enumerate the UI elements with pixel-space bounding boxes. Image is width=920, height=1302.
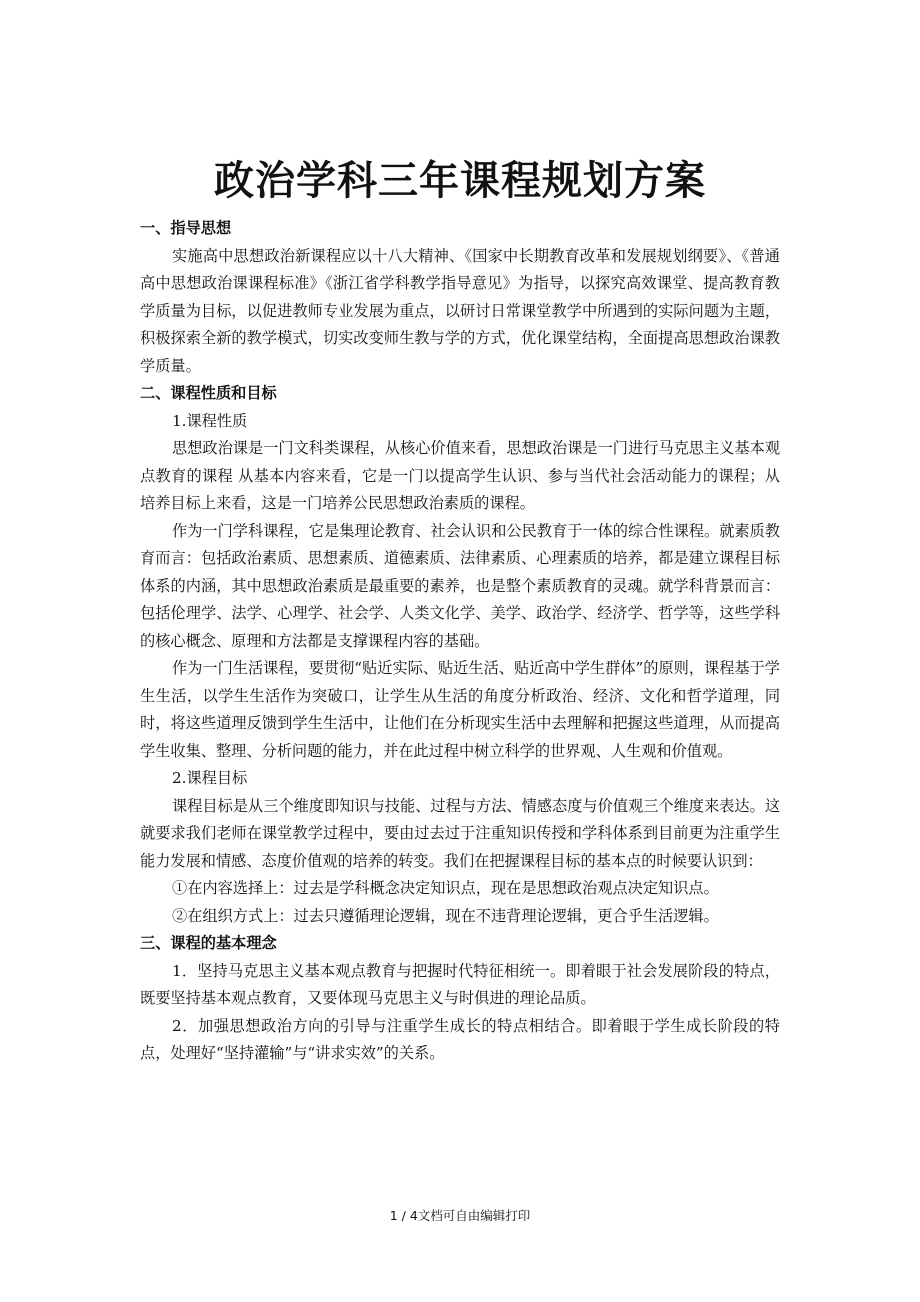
subheading-course-goals: 2.课程目标 — [172, 769, 248, 787]
section-heading-course-nature-goals: 二、课程性质和目标 — [140, 384, 277, 402]
document-body — [140, 215, 780, 1068]
subheading-course-nature: 1.课程性质 — [172, 411, 248, 430]
page-footer: 1 / 4文档可自由编辑打印 — [389, 1208, 531, 1223]
section-heading-guiding-thought: 一、指导思想 — [140, 219, 232, 237]
list-item: ①在内容选择上：过去是学科概念决定知识点，现在是思想政治观点决定知识点。 — [172, 879, 719, 897]
document-title: 政治学科三年课程规划方案 — [214, 157, 706, 204]
paragraph: 实施高中思想政治新课程应以十八大精神、《国家中长期教育改革和发展规划纲要》、《普通高中思想政治课课程标准》《浙江省学科教学指导意见》为指导，以探究高效课堂、提高教育教学质量为目标，以促进教师专业发展为重点，以研讨日常课堂教学中所遇到的实际问题为主题，积极探索全新的教学模式，切实改变师生教与学的方式，优化课堂结构，全面提高思想政治课教学质量。 — [140, 246, 780, 375]
paragraph: 1．坚持马克思主义基本观点教育与把握时代特征相统一。即着眼于社会发展阶段的特点，既要坚持基本观点教育，又要体现马克思主义与时俱进的理论品质。 — [140, 961, 780, 1007]
section-heading-basic-concepts: 三、课程的基本理念 — [140, 934, 277, 952]
list-item: ②在组织方式上：过去只遵循理论逻辑，现在不违背理论逻辑，更合乎生活逻辑。 — [172, 906, 719, 925]
paragraph: 作为一门学科课程，它是集理论教育、社会认识和公民教育于一体的综合性课程。就素质教育而言：包括政治素质、思想素质、道德素质、法律素质、心理素质的培养，都是建立课程目标体系的内涵，其中思想政治素质是最重要的素养，也是整个素质教育的灵魂。就学科背景而言：包括伦理学、法学、心理学、社会学、人类文化学、美学、政治学、经济学、哲学等，这些学科的核心概念、原理和方法都是支撑课程内容的基础。 — [140, 521, 780, 650]
paragraph: 课程目标是从三个维度即知识与技能、过程与方法、情感态度与价值观三个维度来表达。这就要求我们老师在课堂教学过程中，要由过去过于注重知识传授和学科体系到目前更为注重学生能力发展和情感、态度价值观的培养的转变。我们在把握课程目标的基本点的时候要认识到： — [140, 796, 780, 870]
paragraph: 思想政治课是一门文科类课程，从核心价值来看，思想政治课是一门进行马克思主义基本观点教育的课程 从基本内容来看，它是一门以提高学生认识、参与当代社会活动能力的课程；从培养目标上来看，这是一门培养公民思想政治素质的课程。 — [140, 439, 780, 512]
paragraph: 2．加强思想政治方向的引导与注重学生成长的特点相结合。即着眼于学生成长阶段的特点，处理好“坚持灌输”与“讲求实效”的关系。 — [140, 1016, 780, 1062]
paragraph: 作为一门生活课程，要贯彻“贴近实际、贴近生活、贴近高中学生群体”的原则，课程基于学生生活，以学生生活作为突破口，让学生从生活的角度分析政治、经济、文化和哲学道理，同时，将这些道理反馈到学生生活中，让他们在分析现实生活中去理解和把握这些道理，从而提高学生收集、整理、分析问题的能力，并在此过程中树立科学的世界观、人生观和价值观。 — [140, 659, 780, 760]
